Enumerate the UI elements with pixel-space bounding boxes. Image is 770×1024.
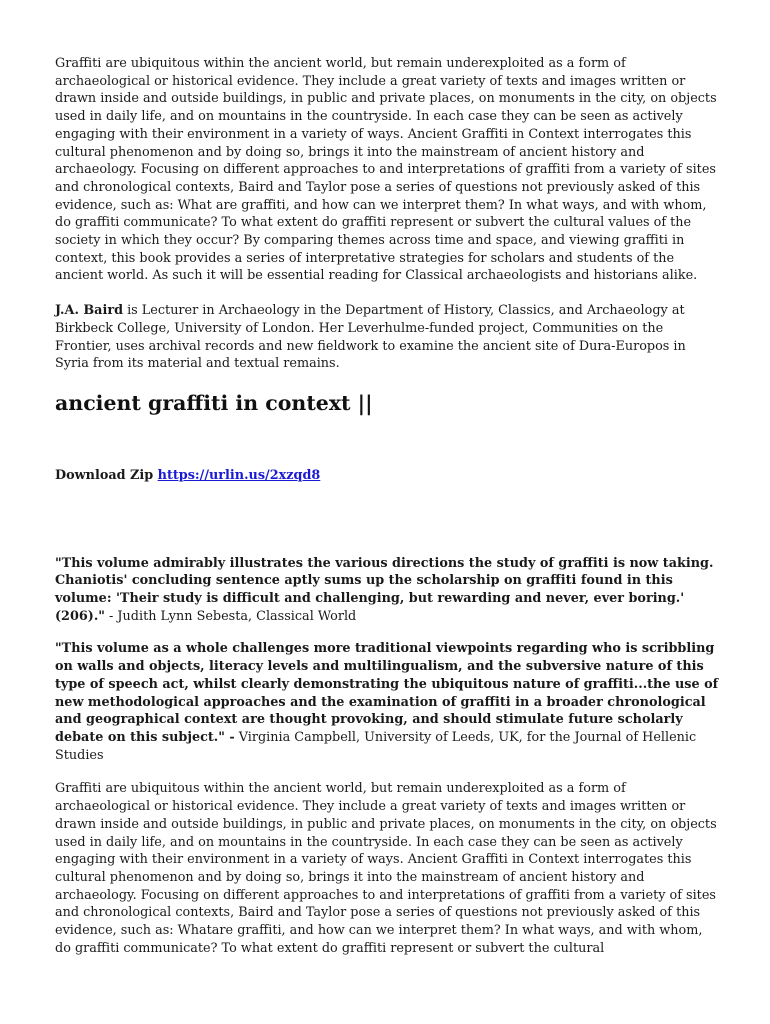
author-bio-text: is Lecturer in Archaeology in the Department of History, Classics, and Archaeology at Birkbeck College, University of London. Her Leverhulme-funded project, Communities on the Frontier, uses archival records and new fieldwork to examine the ancient site of Dura-Europos in Syria from its material and textual remains.: [55, 303, 686, 372]
review-quote: [55, 640, 720, 764]
document-page: [55, 55, 720, 957]
author-bio: [55, 302, 720, 373]
download-line: [55, 467, 720, 485]
page-heading: ancient graffiti in context ||: [55, 390, 373, 415]
review-attribution: - Judith Lynn Sebesta, Classical World: [104, 608, 357, 624]
download-link[interactable]: https://urlin.us/2xzqd8: [157, 467, 321, 483]
book-description-repeat: Graffiti are ubiquitous within the ancient world, but remain underexploited as a form of archaeological or historical evidence. They include a great variety of texts and images written or drawn inside and outside buildings, in public and private places, on monuments in the city, on objects used in daily life, and on mountains in the countryside. In each case they can be seen as actively engaging with their environment in a variety of ways. Ancient Graffiti in Context interrogates this cultural phenomenon and by doing so, brings it into the mainstream of ancient history and archaeology. Focusing on different approaches to and interpretations of graffiti from a variety of sites and chronological contexts, Baird and Taylor pose a series of questions not previously asked of this evidence, such as: Whatare graffiti, and how can we interpret them? In what ways, and with whom, do graffiti communicate? To what extent do graffiti represent or subvert the cultural: [55, 781, 717, 956]
book-description: Graffiti are ubiquitous within the ancient world, but remain underexploited as a form of archaeological or historical evidence. They include a great variety of texts and images written or drawn inside and outside buildings, in public and private places, on monuments in the city, on objects used in daily life, and on mountains in the countryside. In each case they can be seen as actively engaging with their environment in a variety of ways. Ancient Graffiti in Context interrogates this cultural phenomenon and by doing so, brings it into the mainstream of ancient history and archaeology. Focusing on different approaches to and interpretations of graffiti from a variety of sites and chronological contexts, Baird and Taylor pose a series of questions not previously asked of this evidence, such as: What are graffiti, and how can we interpret them? In what ways, and with whom, do graffiti communicate? To what extent do graffiti represent or subvert the cultural values of the society in which they occur? By comparing themes across time and space, and viewing graffiti in context, this book provides a series of interpretative strategies for scholars and students of the ancient world. As such it will be essential reading for Classical archaeologists and historians alike.: [55, 56, 717, 284]
review-quote: [55, 555, 720, 626]
review-quote-text: "This volume as a whole challenges more traditional viewpoints regarding who is scribbling on walls and objects, literacy levels and multilingualism, and the subversive nature of this type of speech act, whilst clearly demonstrating the ubiquitous nature of graffiti...the use of new methodological approaches and the examination of graffiti in a broader chronological and geographical context are thought provoking, and should stimulate future scholarly debate on this subject." -: [55, 641, 719, 745]
review-attribution: Virginia Campbell, University of Leeds, UK, for the Journal of Hellenic Studies: [55, 729, 697, 763]
review-quote-text: "This volume admirably illustrates the various directions the study of graffiti is now taking. Chaniotis' concluding sentence aptly sums up the scholarship on graffiti found in this volume: 'Their study is difficult and challenging, but rewarding and never, ever boring.' (206).": [55, 555, 714, 624]
download-label: Download Zip: [55, 467, 158, 483]
author-name: J.A. Baird: [55, 303, 124, 319]
